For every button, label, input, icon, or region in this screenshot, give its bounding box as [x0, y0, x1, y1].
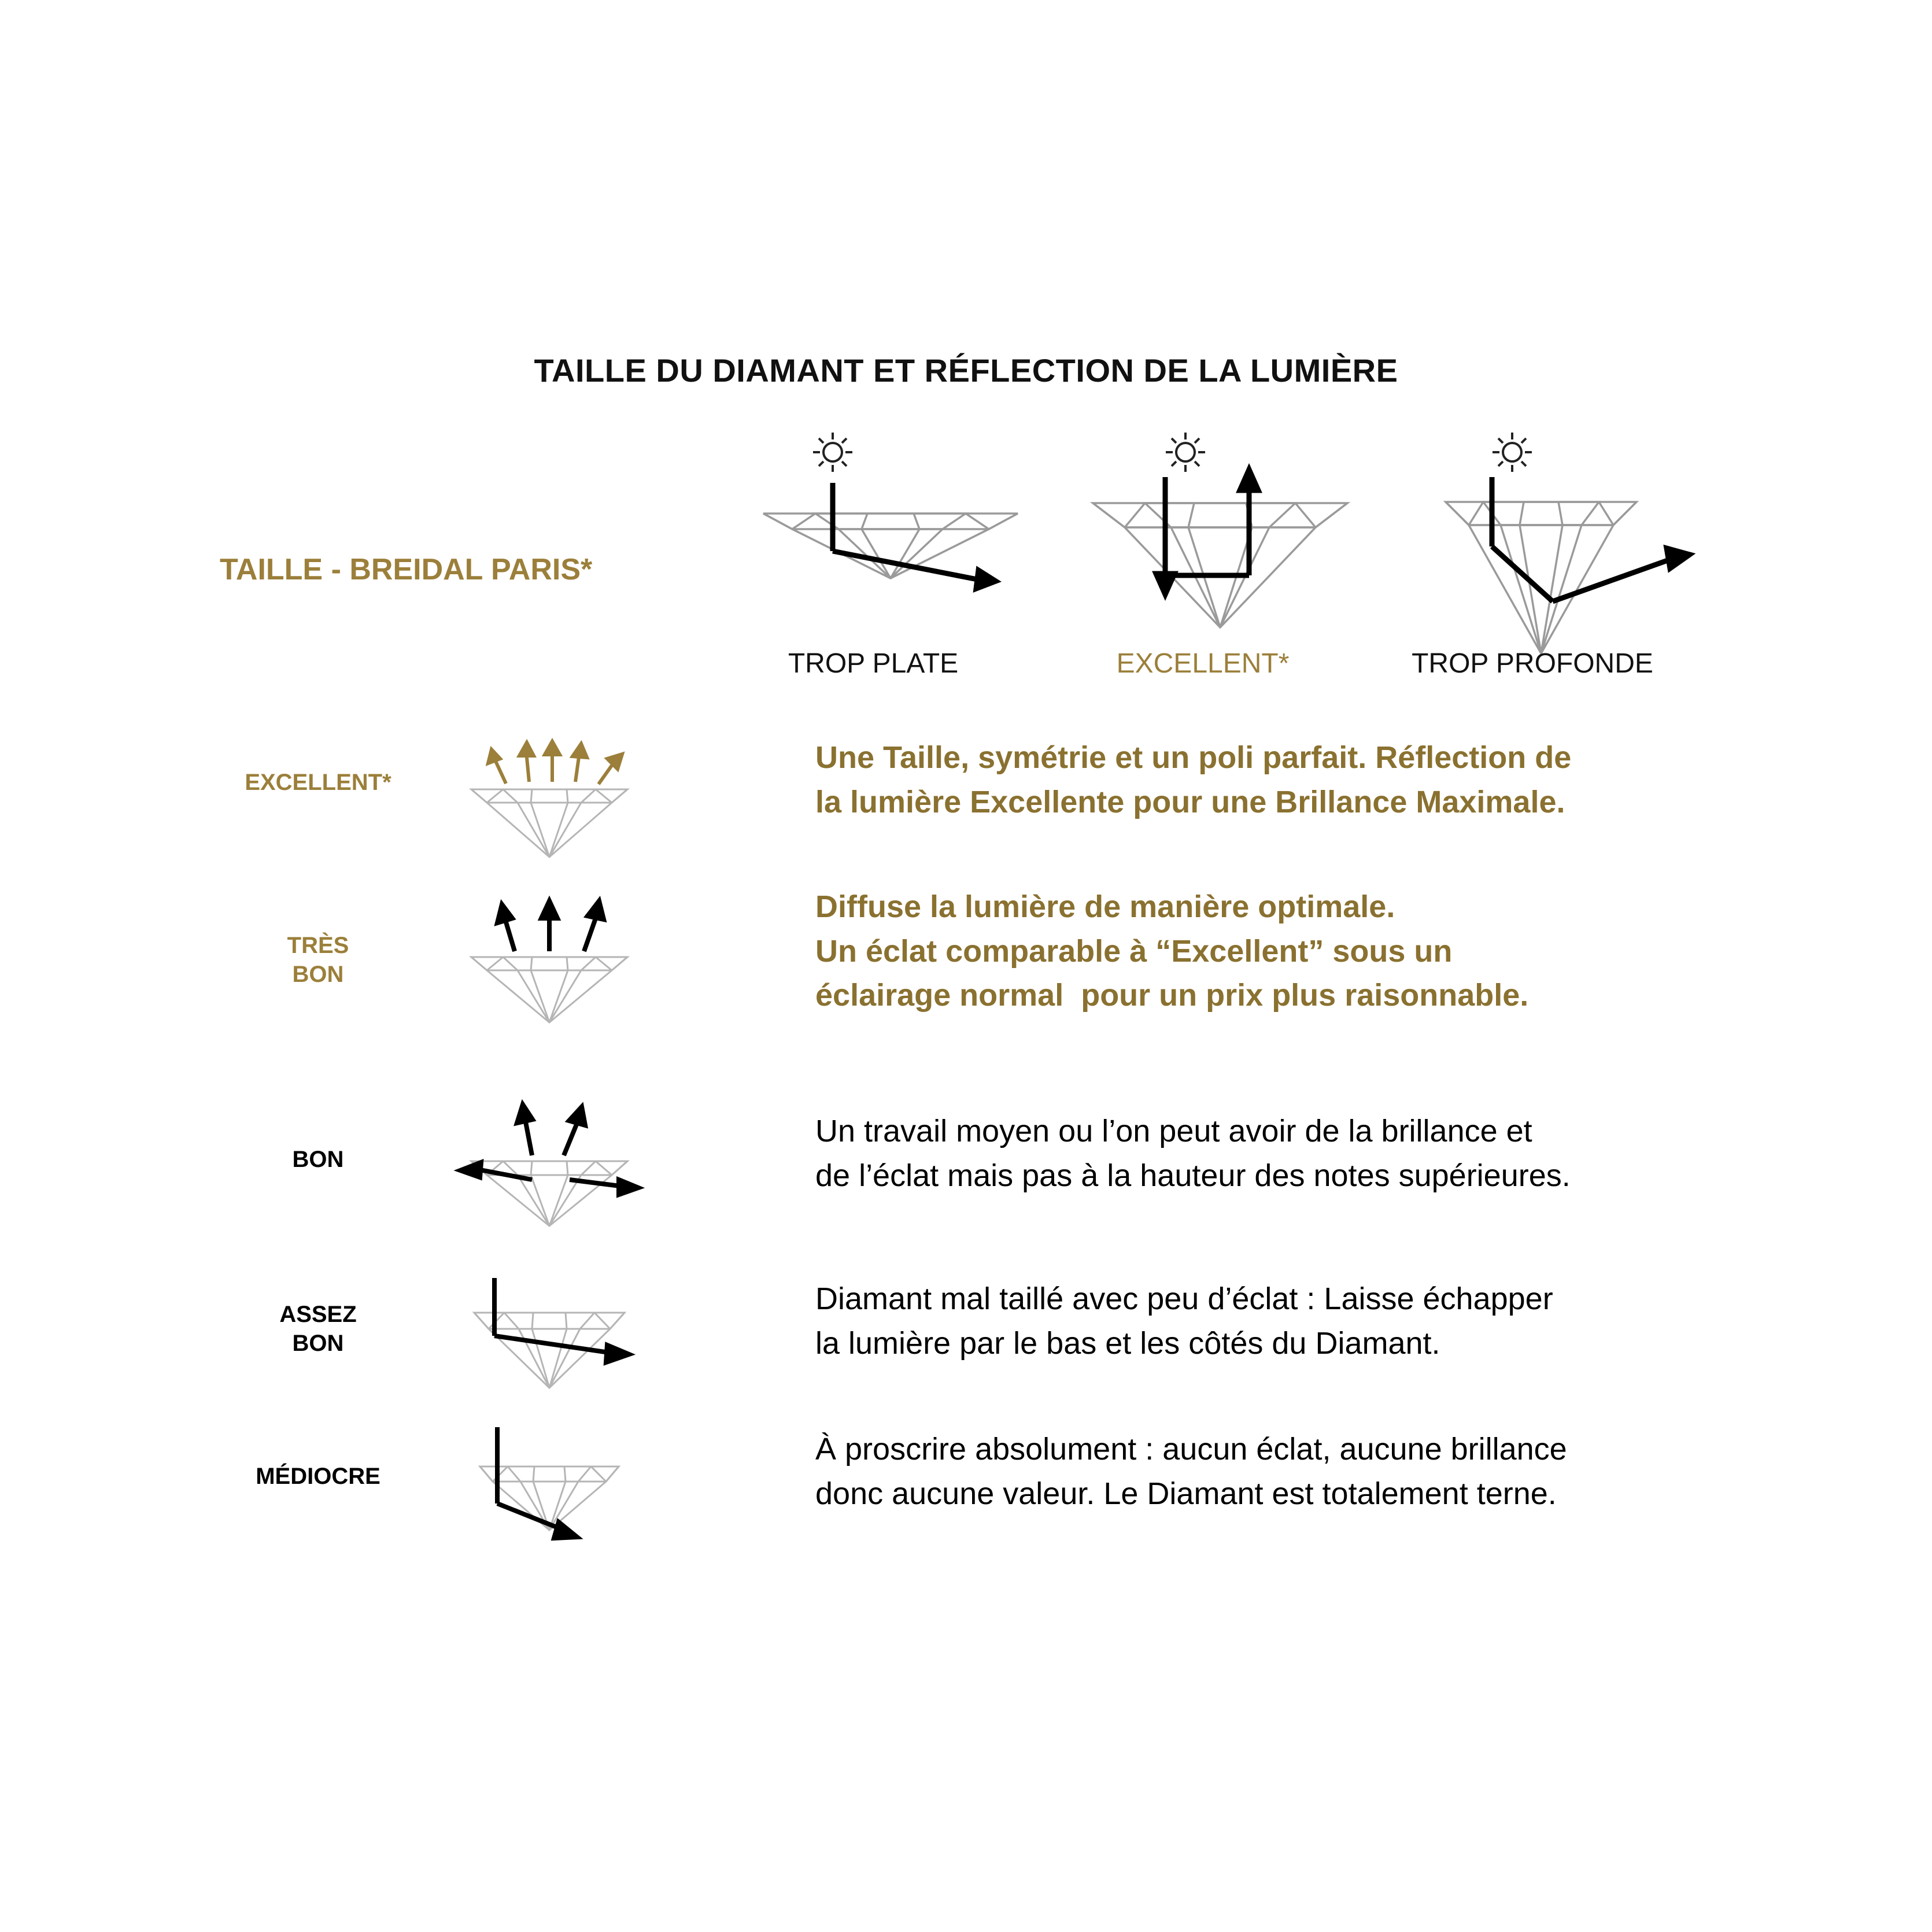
grade-label-line: BON — [292, 962, 344, 987]
grade-text-assez-bon — [815, 1277, 1932, 1365]
diamond-grade-poor-icon — [445, 1417, 653, 1556]
diamond-grade-excellent-icon — [445, 729, 653, 867]
page-title: TAILLE DU DIAMANT ET RÉFLECTION DE LA LUMIÈRE — [534, 352, 1398, 389]
grade-label-line: TRÈS — [287, 933, 349, 958]
grade-text-tres-bon — [815, 885, 1932, 1018]
diamond-grade-fair-icon — [445, 1266, 653, 1405]
grade-text-line: donc aucune valeur. Le Diamant est totalement terne. — [815, 1476, 1557, 1511]
diamond-excellent-outline — [1093, 503, 1347, 627]
diamond-deep-outline — [1446, 502, 1637, 653]
light-path-arrow — [1156, 470, 1258, 594]
grade-label-excellent: EXCELLENT* — [245, 770, 391, 795]
grade-text-line: éclairage normal pour un prix plus raisonnable. — [815, 978, 1529, 1013]
sun-icon — [1166, 433, 1205, 472]
grade-text-line: de l’éclat mais pas à la hauteur des notes supérieures. — [815, 1158, 1571, 1193]
light-path-arrow — [833, 483, 996, 589]
caption-excellent: EXCELLENT* — [1116, 648, 1290, 679]
grade-text-line: Diamant mal taillé avec peu d’éclat : Laisse échapper — [815, 1281, 1553, 1316]
grade-text-line: la lumière Excellente pour une Brillance Maximale. — [815, 784, 1565, 819]
sun-icon — [813, 433, 852, 472]
grade-label-line: ASSEZ — [279, 1302, 357, 1327]
grade-text-line: Un travail moyen ou l’on peut avoir de la brillance et — [815, 1114, 1532, 1148]
caption-trop-profonde: TROP PROFONDE — [1412, 648, 1653, 679]
grade-text-mediocre — [815, 1427, 1932, 1516]
diamond-grade-good-icon — [445, 1093, 653, 1232]
grade-label-assez-bon — [197, 1300, 439, 1358]
taille-breidal-paris-label: TAILLE - BREIDAL PARIS* — [220, 553, 593, 586]
grade-text-excellent — [815, 736, 1932, 824]
diamond-grade-very-good-icon — [445, 891, 653, 1029]
grade-text-bon — [815, 1109, 1932, 1198]
grade-label-bon: BON — [292, 1147, 344, 1172]
grade-text-line: Une Taille, symétrie et un poli parfait. Réflection de — [815, 740, 1572, 775]
grade-label-tres-bon — [197, 931, 439, 989]
grade-text-line: Un éclat comparable à “Excellent” sous un — [815, 933, 1453, 969]
grade-text-line: Diffuse la lumière de manière optimale. — [815, 889, 1395, 924]
grade-text-line: la lumière par le bas et les côtés du Diamant. — [815, 1325, 1440, 1361]
grade-text-line: À proscrire absolument : aucun éclat, aucune brillance — [815, 1432, 1567, 1466]
sun-icon — [1493, 433, 1532, 472]
grade-label-mediocre: MÉDIOCRE — [256, 1464, 381, 1489]
grade-label-line: BON — [292, 1331, 344, 1356]
caption-trop-plate: TROP PLATE — [788, 648, 959, 679]
